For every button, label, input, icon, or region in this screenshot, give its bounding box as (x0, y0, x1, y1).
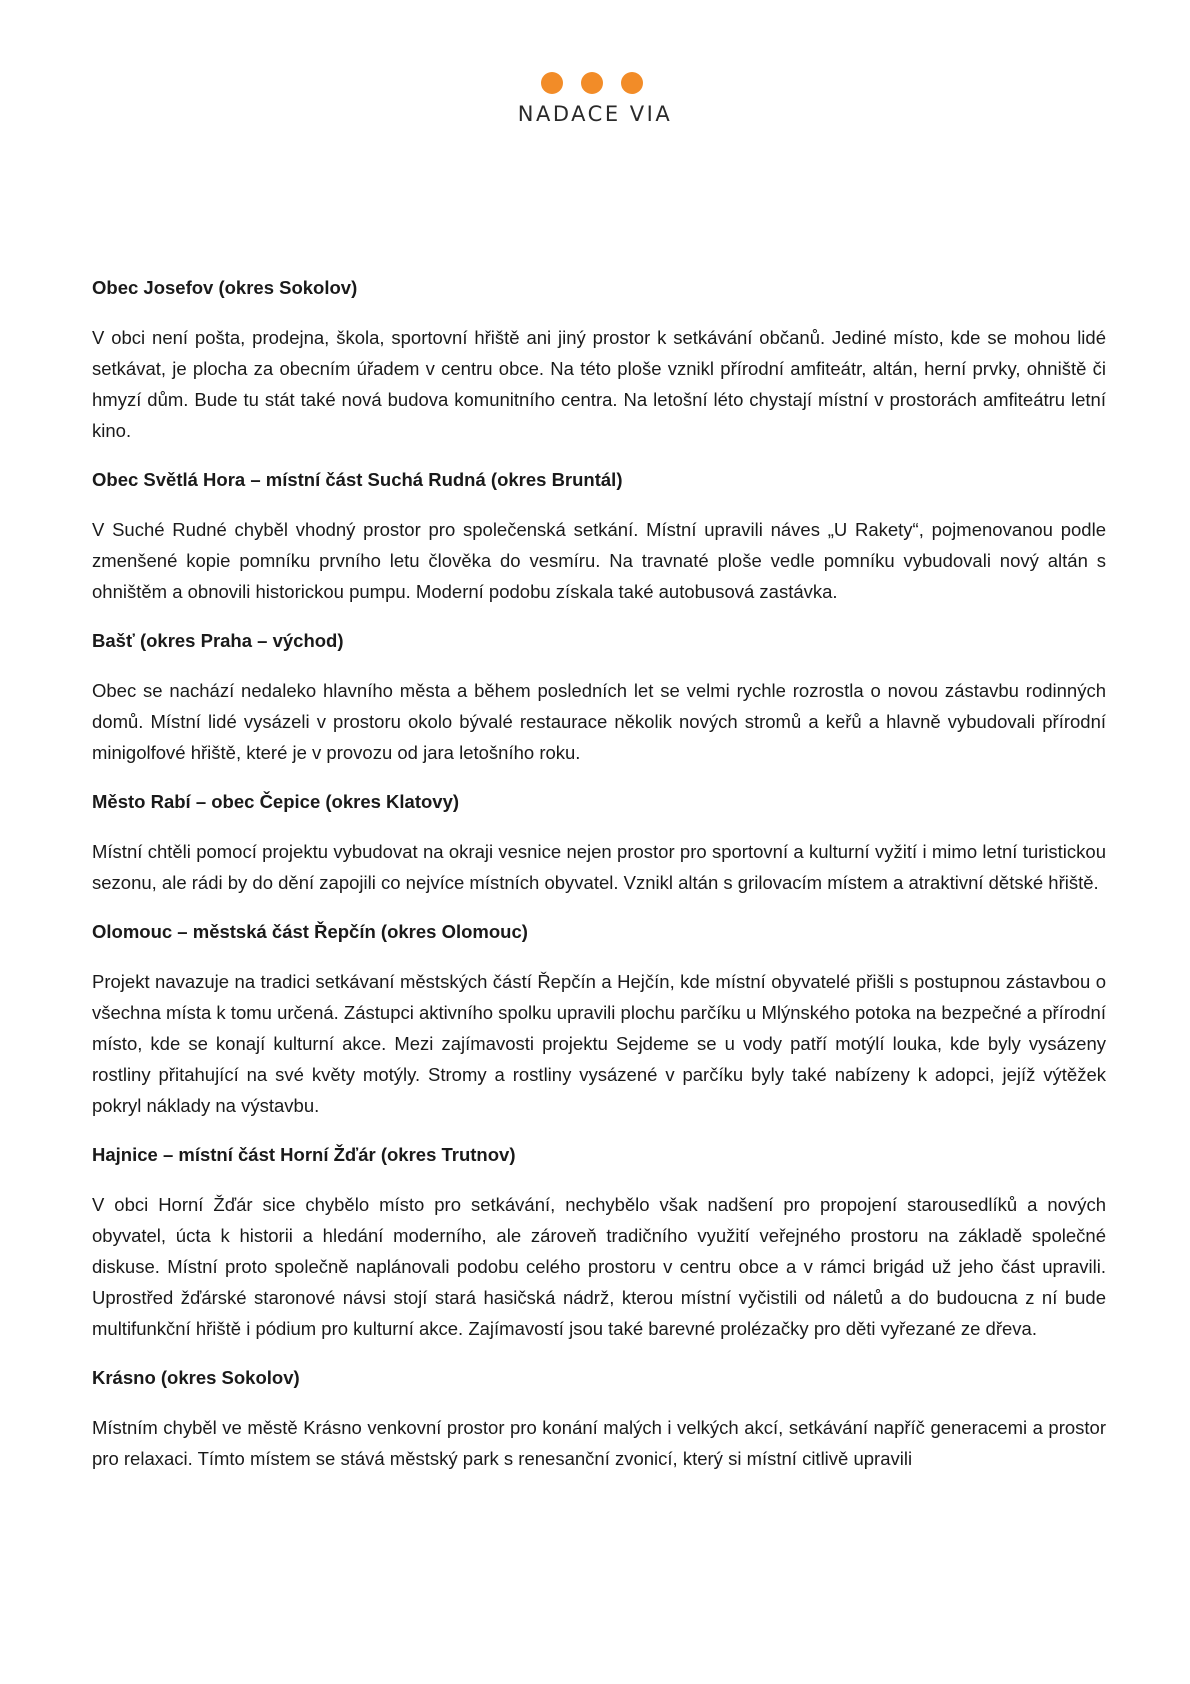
section-josefov (92, 276, 1106, 446)
section-title: Krásno (okres Sokolov) (92, 1367, 300, 1388)
section-body: V obci není pošta, prodejna, škola, sportovní hřiště ani jiný prostor k setkávání občanů. Jediné místo, kde se mohou lidé setkávat, je plocha za obecním úřadem v centru obce. Na této ploše vznikl přírodní amfiteátr, altán, herní prvky, ohniště či hmyzí dům. Bude tu stát také nová budova komunitního centra. Na letošní léto chystají místní v prostorách amfiteátru letní kino. (92, 327, 1106, 441)
section-body: Místním chyběl ve městě Krásno venkovní prostor pro konání malých i velkých akcí, setkávání napříč generacemi a prostor pro relaxaci. Tímto místem se stává městský park s renesanční zvonicí, který si místní citlivě upravili (92, 1417, 1106, 1469)
section-title: Obec Světlá Hora – místní část Suchá Rudná (okres Bruntál) (92, 469, 623, 490)
section-title: Olomouc – městská část Řepčín (okres Olomouc) (92, 921, 528, 942)
section-body: Projekt navazuje na tradici setkávaní městských částí Řepčín a Hejčín, kde místní obyvatelé přišli s postupnou zástavbou o všechna místa k tomu určená. Zástupci aktivního spolku upravili plochu parčíku u Mlýnského potoka na bezpečné a přírodní místo, kde se konají kulturní akce. Mezi zajímavosti projektu Sejdeme se u vody patří motýlí louka, kde byly vysázeny rostliny přitahující na své květy motýly. Stromy a rostliny vysázené v parčíku byly také nabízeny k adopci, jejíž výtěžek pokryl náklady na výstavbu. (92, 971, 1106, 1116)
logo-dot (541, 72, 563, 94)
section-title: Bašť (okres Praha – východ) (92, 630, 344, 651)
logo-dot (621, 72, 643, 94)
logo-dots (541, 72, 643, 94)
section-title: Obec Josefov (okres Sokolov) (92, 277, 358, 298)
nadace-via-logo (0, 72, 1190, 126)
section-rabi (92, 790, 1106, 898)
section-body: V obci Horní Žďár sice chybělo místo pro setkávání, nechybělo však nadšení pro propojení starousedlíků a nových obyvatel, úcta k historii a hledání moderního, ale zároveň tradičního využití veřejného prostoru na základě společné diskuse. Místní proto společně naplánovali podobu celého prostoru v centru obce a v rámci brigád už jeho část upravili. Uprostřed žďárské staronové návsi stojí stará hasičská nádrž, kterou místní vyčistili od náletů a do budoucna z ní bude multifunkční hřiště i pódium pro kulturní akce. Zajímavostí jsou také barevné prolézačky pro děti vyřezané ze dřeva. (92, 1194, 1106, 1339)
section-olomouc (92, 920, 1106, 1121)
section-title: Hajnice – místní část Horní Žďár (okres Trutnov) (92, 1144, 516, 1165)
section-body: Obec se nachází nedaleko hlavního města a během posledních let se velmi rychle rozrostla o novou zástavbu rodinných domů. Místní lidé vysázeli v prostoru okolo bývalé restaurace několik nových stromů a keřů a hlavně vybudovali přírodní minigolfové hřiště, které je v provozu od jara letošního roku. (92, 680, 1106, 763)
section-body: Místní chtěli pomocí projektu vybudovat na okraji vesnice nejen prostor pro sportovní a kulturní vyžití i mimo letní turistickou sezonu, ale rádi by do dění zapojili co nejvíce místních obyvatel. Vznikl altán s grilovacím místem a atraktivní dětské hřiště. (92, 841, 1106, 893)
document-content (92, 276, 1106, 1496)
logo-text: NADACE VIA (517, 102, 673, 126)
section-krasno (92, 1366, 1106, 1474)
section-body: V Suché Rudné chyběl vhodný prostor pro společenská setkání. Místní upravili náves „U Rakety“, pojmenovanou podle zmenšené kopie pomníku prvního letu člověka do vesmíru. Na travnaté ploše vedle pomníku vybudovali nový altán s ohništěm a obnovili historickou pumpu. Moderní podobu získala také autobusová zastávka. (92, 519, 1106, 602)
logo-dot (581, 72, 603, 94)
section-title: Město Rabí – obec Čepice (okres Klatovy) (92, 791, 460, 812)
section-hajnice (92, 1143, 1106, 1344)
section-svetla-hora (92, 468, 1106, 607)
section-bast (92, 629, 1106, 768)
